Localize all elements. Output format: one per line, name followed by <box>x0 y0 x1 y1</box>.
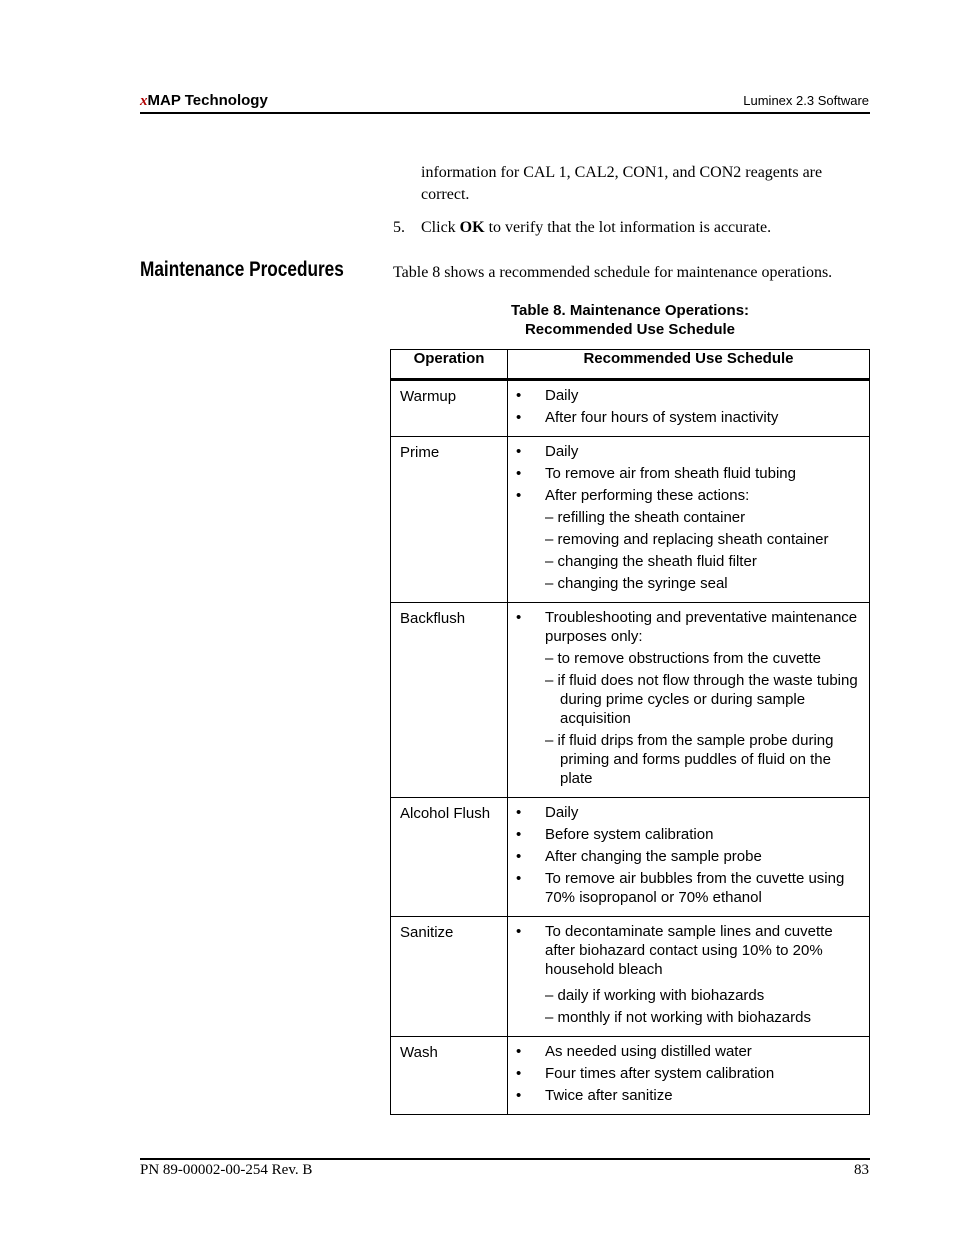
ok-label: OK <box>459 219 485 236</box>
bullet-item: • After changing the sample probe <box>516 847 861 866</box>
operation-cell: Wash <box>391 1037 508 1115</box>
bullet-item: • Four times after system calibration <box>516 1064 861 1083</box>
intro-paragraph: Table 8 shows a recommended schedule for maintenance operations. <box>393 264 833 281</box>
caption-line-1: Table 8. Maintenance Operations: <box>510 302 750 319</box>
operation-cell: Sanitize <box>391 917 508 1037</box>
brand-name: MAP Technology <box>147 92 268 109</box>
table-row <box>391 437 870 603</box>
maintenance-table <box>390 349 870 1115</box>
sub-item: – daily if working with biohazards <box>545 987 765 1004</box>
step-number: 5. <box>393 219 405 236</box>
header-schedule: Recommended Use Schedule <box>508 350 870 380</box>
schedule-cell <box>508 437 870 603</box>
bullet-item: • As needed using distilled water <box>516 1042 861 1061</box>
section-title: Maintenance Procedures <box>140 258 344 281</box>
step-pre: Click <box>421 219 460 236</box>
schedule-cell <box>508 380 870 437</box>
step-post: to verify that the lot information is accurate. <box>484 219 772 236</box>
header-product: Luminex 2.3 Software <box>743 93 869 108</box>
operation-cell: Warmup <box>391 380 508 437</box>
sub-item: – if fluid does not flow through the waste tubing during prime cycles or during sample acquisition <box>545 672 858 727</box>
bullet-item: • After performing these actions: <box>516 486 861 505</box>
footer-rule <box>140 1158 870 1160</box>
sub-item: – refilling the sheath container <box>545 509 746 526</box>
table-body <box>391 380 870 1115</box>
operation-cell: Backflush <box>391 603 508 798</box>
bullet-item: • Daily <box>516 803 861 822</box>
table-row <box>391 380 870 437</box>
operation-cell: Prime <box>391 437 508 603</box>
table-header-row <box>391 350 870 380</box>
bullet-item: • Daily <box>516 442 861 461</box>
header-brand <box>140 92 268 110</box>
bullet-item: • Troubleshooting and preventative maintenance purposes only: <box>516 608 861 646</box>
table-row <box>391 1037 870 1115</box>
sub-item: – monthly if not working with biohazards <box>545 1009 811 1026</box>
table-caption <box>390 301 870 339</box>
part-number: PN 89-00002-00-254 Rev. B <box>140 1162 313 1178</box>
operation-cell: Alcohol Flush <box>391 798 508 917</box>
step-5 <box>393 217 863 239</box>
brand-x: x <box>140 93 148 109</box>
header-operation: Operation <box>391 350 508 380</box>
bullet-item: • To decontaminate sample lines and cuvette after biohazard contact using 10% to 20% household bleach <box>516 922 861 979</box>
table-row <box>391 603 870 798</box>
schedule-cell <box>508 603 870 798</box>
sub-item: – changing the sheath fluid filter <box>545 553 757 570</box>
bullet-item: • To remove air bubbles from the cuvette using 70% isopropanol or 70% ethanol <box>516 869 861 907</box>
bullet-item: • Daily <box>516 386 861 405</box>
header-rule <box>140 112 870 114</box>
bullet-item: • Twice after sanitize <box>516 1086 861 1105</box>
sub-item: – to remove obstructions from the cuvette <box>545 650 821 667</box>
bullet-item: • After four hours of system inactivity <box>516 408 861 427</box>
page-number: 83 <box>854 1162 869 1178</box>
table-row <box>391 798 870 917</box>
table-row <box>391 917 870 1037</box>
sub-item: – changing the syringe seal <box>545 575 728 592</box>
schedule-cell <box>508 1037 870 1115</box>
bullet-item: • Before system calibration <box>516 825 861 844</box>
caption-line-2: Recommended Use Schedule <box>524 321 736 338</box>
bullet-item: • To remove air from sheath fluid tubing <box>516 464 861 483</box>
schedule-cell <box>508 798 870 917</box>
sub-item: – removing and replacing sheath container <box>545 531 829 548</box>
continued-paragraph: information for CAL 1, CAL2, CON1, and CON2 reagents are correct. <box>421 164 823 203</box>
schedule-cell <box>508 917 870 1037</box>
sub-item: – if fluid drips from the sample probe during priming and forms puddles of fluid on the plate <box>545 732 834 787</box>
